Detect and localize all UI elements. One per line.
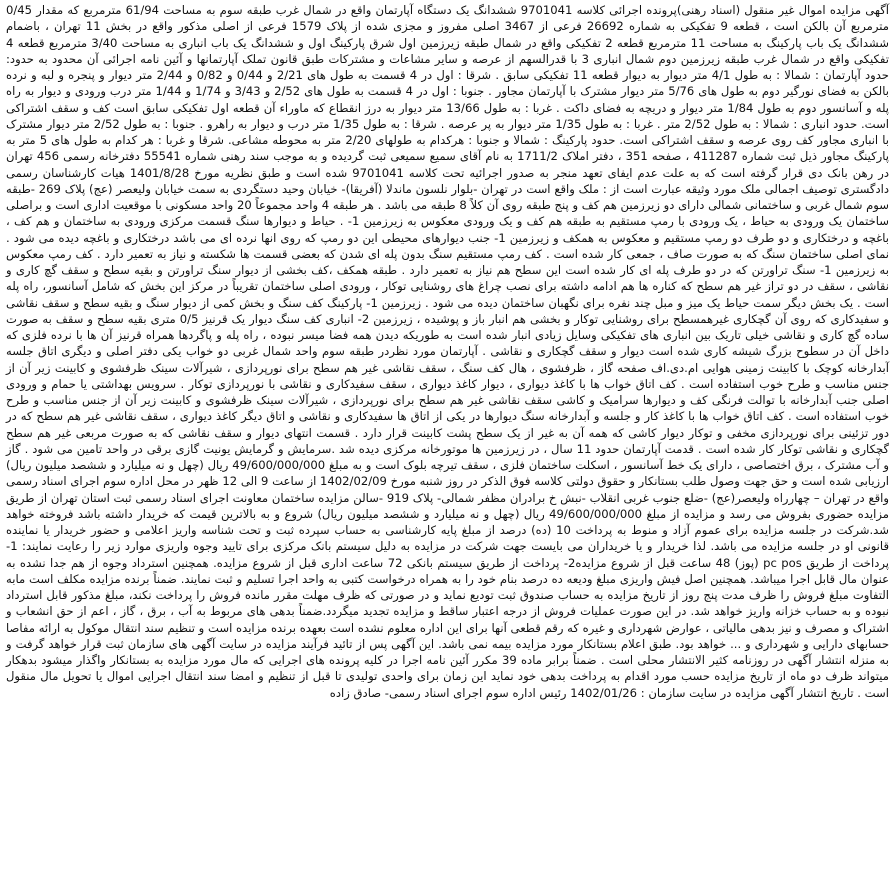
auction-notice-text: آگهی مزایده اموال غیر منقول (اسناد رهنی)پرونده اجرائی کلاسه 9701041 ششدانگ یک دستگاه آپارتمان واقع در شمال غرب طبقه سوم به مساحت 61/94 مترمربع که مقدار 0/45 مترمربع آن بالکن است ، قطعه 9 تفکیکی به شماره 26692 فرعی از 3467 اصلی مفروز و مجزی شده از پلاک 1579 فرعی از اصلی مذکور واقع در بخش 11 تهران ، باضمام ششدانگ یک باب پارکینگ به مساحت 11 مترمربع قطعه 2 تفکیکی واقع در شمال طبقه زیرزمین اول شرق پارکینگ اول و ششدانگ یک باب انباری به مساحت 3/40 مترمربع قطعه 4 تفکیکی واقع در شمال غرب طبقه زیرزمین دوم شمال انباری 3 با قدرالسهم از عرصه و سایر مشاعات و مشترکات طبق قانون تملک آپارتمانها و آئین نامه اجرائی آن محدود به حدود: حدود آپارتمان : شمالا : به طول 4/1 متر دیوار به دیوار قطعه 11 تفکیکی سابق . شرقا : اول در 4 قسمت به طول های 2/21 و 0/44 و 0/82 و 2/44 متر دیوار و پنجره و لبه و نرده بالکن به فضای نورگیر دوم به طول های 5/76 متر دیوار مشترک با آپارتمان مجاور . جنوبا : اول در 4 قسمت به طول های 2/52 و 3/43 و 1/74 و 1/44 متر درب ورودی و دیوار به راه پله و آسانسور دوم به طول 1/84 متر دیوار و دریچه به فضای داکت . غربا : به طول 13/66 متر دیوار به درز انقطاع که ماوراء آن قطعه اول تفکیکی سابق است کف و سقف اشتراکی است. حدود انباری : شمالا : به طول 2/52 متر . غربا : به طول 1/35 متر دیوار به پر عرصه . شرقا : به طول 1/35 متر درب و دیوار به راهرو . جنوبا : به طول 2/52 متر دیوار مشترک با انباری مجاور کف روی عرصه و سقف اشتراکی است. حدود پارکینگ : شمالا و جنوبا : هرکدام به طولهای 2/20 متر به محوطه مشاعی. شرقا و غربا : هر کدام به طول های 5 متر به پارکینگ مجاور ذیل ثبت شماره 411287 ، صفحه 351 ، دفتر املاک 1711/2 به نام آقای سمیع سمیعی ثبت گردیده و به موجب سند رهنی شماره 55541 دفترخانه رسمی 456 تهران در رهن بانک دی قرار گرفته است که به علت عدم ایفای تعهد منجر به صدور اجرائیه تحت کلاسه 9701041 شده است و طبق نظریه مورخ 1401/8/28 هیات کارشناسان رسمی دادگستری توصیف اجمالی ملک مورد وثیقه عبارت است از : ملک واقع است در تهران -بلوار نلسون ماندلا (آفریقا)- خیابان وحید دستگردی به سمت خیابان ولیعصر (عج) پلاک 269 -طبقه سوم شمال غربی و ساختمانی شمالی دارای دو زیرزمین هم کف و پنج طبقه روی آن کلاً 8 طبقه می باشد . هر طبقه 4 واحد مجموعاً 20 واحد مسکونی با موقعیت اداری است و براصلی ساختمان یک ورودی به حیاط ، یک ورودی با رمپ مستقیم به طبقه هم کف و یک ورودی معکوس به زیرزمین 1- . حیاط و دیوارها سنگ قسمت مرکزی ورودی به ساختمان و هم کف ، باغچه و درختکاری و دو طرف دو رمپ مستقیم و معکوس به همکف و زیرزمین 1- جنب دیوارهای محیطی این دو رمپ که روی انها نرده ای می باشد درختکاری و باغچه دیده می شود . نمای اصلی ساختمان سنگ که به صورت صاف ، جمعی کار شده است . کف رمپ مستقیم سنگ بدون پله ای شدن که بعضی قسمت ها شکسته و نیاز به تعمیر دارد . کف رمپ معکوس به زیرزمین 1- سنگ تراورتن که در دو طرف پله ای کار شده است این سطح هم نیاز به تعمیر دارد . طبقه همکف ،کف بخشی از دیوار سنگ تراورتن و بقیه سطح و سقف گچ کاری و نقاشی ، سقف در دو تراز غیر هم سطح که کناره ها هم ادامه داشته برای نصب چراغ های روشنایی توکار ، ورودی اصلی ساختمان تقریباً در مرکز این بخش که شامل آسانسور، راه پله است . یک بخش دیگر سمت حیاط یک میز و مبل چند نفره برای نگهبان ساختمان دیده می شود . زیرزمین 1- پارکینگ کف سنگ و بخش کمی از دیوار سنگ و بقیه سطح و سقف نقاشی و سفیدکاری که روی آن گچکاری غیرهمسطح برای روشنایی توکار و بخشی هم انبار باز و پوشیده ، زیرزمین 2- انباری کف سنگ دیوار یک قرنیز 0/5 متری بقیه سطح و سقف به صورت ساده گچ کاری و نقاشی خیلی تاریک بین انباری های تفکیکی وسایل زیادی انبار شده است به طوریکه دیدن همه فضا میسر نبوده ، راه پله و پاگردها همراه قرنیز آن ها با نرده فلزی که داخل آن در سطوح بزرگ شیشه کاری شده است دیوار و سقف گچکاری و نقاشی . آپارتمان مورد نظردر طبقه سوم واحد شمال غربی دو خواب یکی دفتر اصلی و دیگری اتاق جلسه آبدارخانه کوچک با کابینت زمینی هوایی ام.دی.اف صفحه گاز ، ظرفشوی ، هال کف سنگ ، سقف نقاشی غیر هم سطح برای نورپردازی ، شیرآلات سینک ظرفشوی و کابینت زیر آن از جنس مناسب و طرح خوب استفاده است . کف اتاق خواب ها با کاغذ دیواری ، دیوار کاغذ دیواری ، سقف سفیدکاری و نقاشی با نورپردازی توکار . سرویس بهداشتی یا حمام و ورودی اصلی جنب آبدارخانه با توالت فرنگی کف و دیوارها سرامیک و کاشی سقف نقاشی غیر هم سطح برای نورپردازی ، شیرآلات سینک ظرفشوی و کابینت زیر آن از جنس مناسب و طرح خوب استفاده است . کف اتاق خواب ها با کاغذ کار و جلسه و آبدارخانه سنگ دیوارها در یکی از اتاق ها سفیدکاری و نقاشی و اتاق دیگر کاغذ دیواری ، سقف نقاشی غیر هم سطح که در دور تزئینی برای نورپردازی مخفی و توکار دیوار کاشی که همه آن به غیر از یک سطح پشت کابینت قرار دارد . قسمت انتهای دیوار و سقف نقاشی که به صورت مربعی غیر هم سطح گچکاری و نقاشی توکار کار شده است . قدمت آپارتمان حدود 11 سال ، در زیرزمین ها موتورخانه مرکزی دیده شد .سرمایش و گرمایش یونیت گازی برقی در واحد تامین می شود . گاز و آب مشترک ، برق اختصاصی ، دارای یک خط آسانسور ، اسکلت ساختمان فلزی ، سقف تیرچه بلوک است و به مبلغ 49/600/000/000 ریال (چهل و نه میلیارد و ششصد میلیون ریال) ارزیابی شده است و حق جهت وصول طلب بستانکار و حقوق دولتی کلاسه فوق الذکر در روز شنبه مورخ 1402/02/09 از ساعت 9 الی 12 ظهر در محل اداره سوم اجرای اسناد رسمی واقع در تهران – چهارراه ولیعصر(عج) -ضلع جنوب غربی انقلاب -نبش خ برادران مظفر شمالی- پلاک 919 -سالن مزایده ساختمان معاونت اجرای اسناد رسمی ثبت استان تهران از طریق مزایده حضوری بفروش می رسد و مزایده از مبلغ 49/600/000/000 ریال (چهل و نه میلیارد و ششصد میلیون ریال) شروع و به بالاترین قیمت که خریدار داشته باشد فروخته خواهد شد.شرکت در جلسه مزایده برای عموم آزاد و منوط به پرداخت 10 (ده) درصد از مبلغ پایه کارشناسی به حساب سپرده ثبت و تحت شناسه واریز اعلامی و حضور خریدار یا نماینده قانونی او در جلسه مزایده می باشد. لذا خریدار و یا خریداران می بایست جهت شرکت در مزایده به دلیل سیستم بانک مرکزی برای تایید وجوه واریزی موارد زیر را رعایت نمایند: 1- پرداخت از طریق pc pos (پوز) 48 ساعت قبل از شروع مزایده2- پرداخت از طریق سیستم بانکی 72 ساعت اداری قبل از شروع مزایده. همچنین استرداد وجوه از هم جدا نشده به عنوان مال قابل اجرا میباشد. همچنین اصل فیش واریزی مبلغ ودیعه ده درصد بنام خود را به همراه درخواست کتبی به واحد اجرا تسلیم و ثبت نمایند. ضمناً برنده مزایده مکلف است مابه التفاوت مبلغ فروش را ظرف مدت پنج روز از تاریخ مزایده به حساب صندوق ثبت تودیع نماید و در صورتی که ظرف مهلت مقرر مانده فروش را پرداخت نکند، مبلغ مذکور قابل استرداد نبوده و به حساب خزانه واریز خواهد شد. در این صورت عملیات فروش از درجه اعتبار ساقط و مزایده تجدید میگردد.ضمناً بدهی های مربوط به آب ، برق ، گاز ، اعم از حق انشعاب و اشتراک و مصرف و نیز بدهی مالیاتی ، عوارض شهرداری و غیره که رقم قطعی آنها برای این اداره معلوم نشده است بعهده برنده مزایده است و تنظیم سند انتقال موکول به ارائه مفاصا حسابهای دارایی و شهرداری و ... خواهد بود. طبق اعلام بستانکار مورد مزایده بیمه نمی باشد. این آگهی پس از تائید فرآیند مزایده در سایت آگهی های سازمان ثبت قرار خواهد گرفت و به منزله انتشار آگهی در روزنامه کثیر الانتشار محلی است . ضمناً برابر ماده 39 مکرر آئین نامه اجرا در کلیه پرونده های اجرایی که مال مورد مزایده به بستانکار واگذار میشود بدهکار میتواند ظرف دو ماه از تاریخ مزایده حسب مورد اقدام به پرداخت بدهی خود نماید این زمان برای واحدی تولیدی تا قبل از تنظیم و امضا سند انتقال اجرایی اموال یا تحویل مال منقول است . تاریخ انتشار آگهی مزایده در سایت سازمان : 1402/01/26 رئیس اداره سوم اجرای اسناد رسمی- صادق زاده	[6, 3, 890, 700]
